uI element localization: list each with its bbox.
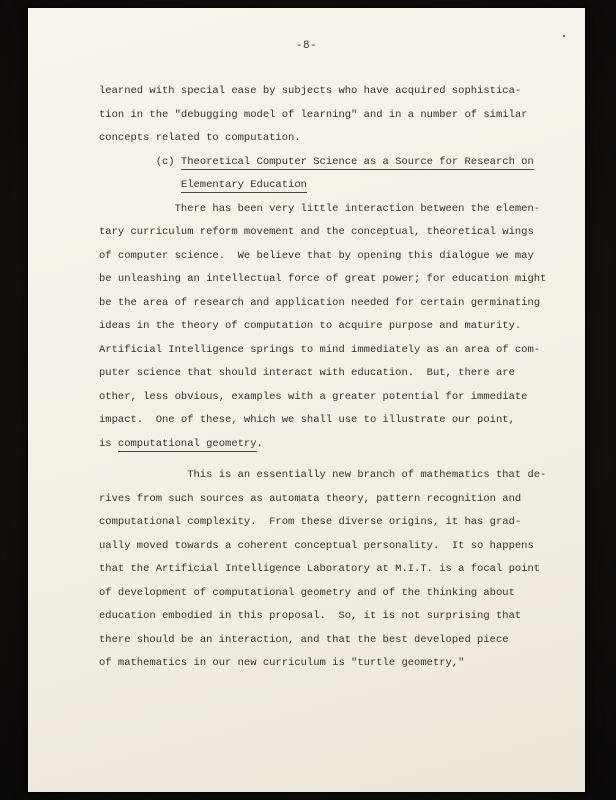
text-line — [99, 629, 547, 653]
text-line — [99, 582, 547, 606]
text-line — [99, 605, 547, 629]
text-segment: education embodied in this proposal. So, it is not surprising that — [99, 610, 522, 622]
text-line — [99, 80, 547, 104]
text-segment: is — [99, 437, 118, 450]
text-line — [99, 464, 547, 488]
text-segment: be the area of research and application needed for certain germinating — [99, 296, 541, 309]
ink-speck — [563, 35, 565, 37]
text-line — [99, 221, 547, 245]
text-segment: be unleashing an intellectual force of great power; for education might — [99, 273, 547, 285]
text-line — [99, 386, 547, 410]
text-segment: computational complexity. From these diverse origins, it has grad- — [99, 516, 522, 528]
text-line — [99, 268, 547, 292]
text-line — [99, 488, 547, 512]
text-line — [99, 104, 547, 128]
text-segment: (c) — [155, 155, 181, 168]
text-line — [99, 174, 547, 198]
text-segment: impact. One of these, which we shall use to illustrate our point, — [99, 414, 515, 426]
underlined-text-segment: Theoretical Computer Science as a Source for Research on — [180, 155, 534, 168]
text-segment: of development of computational geometry and of the thinking about — [99, 586, 515, 599]
page-number: -8- — [295, 40, 318, 52]
text-line — [99, 362, 547, 386]
text-line — [99, 151, 547, 175]
text-segment: ually moved towards a coherent conceptual personality. It so happens — [99, 539, 534, 552]
text-line — [99, 511, 547, 535]
text-segment: of computer science. We believe that by opening this dialogue we may — [99, 249, 534, 262]
text-segment: tion in the "debugging model of learning" and in a number of similar — [99, 108, 528, 121]
page-body — [28, 80, 585, 676]
text-segment: tary curriculum reform movement and the conceptual, theoretical wings — [99, 226, 534, 238]
text-segment: of mathematics in our new curriculum is "turtle geometry," — [99, 657, 465, 669]
text-line — [99, 535, 547, 559]
text-segment: There has been very little interaction between the elemen- — [174, 202, 541, 215]
underlined-text-segment: Elementary Education — [180, 179, 307, 191]
text-line — [99, 292, 547, 316]
document-page — [28, 8, 585, 792]
text-line — [99, 433, 547, 457]
text-segment: concepts related to computation. — [99, 132, 301, 144]
text-segment: This is an essentially new branch of mathematics that de- — [187, 469, 547, 481]
text-line — [99, 127, 547, 151]
text-line — [99, 339, 547, 363]
text-line — [99, 558, 547, 582]
text-line — [99, 315, 547, 339]
text-segment: there should be an interaction, and that the best developed piece — [99, 633, 509, 646]
underlined-text-segment: computational geometry — [117, 437, 257, 450]
text-line — [99, 198, 547, 222]
text-line — [99, 652, 547, 676]
text-segment: ideas in the theory of computation to acquire purpose and maturity. — [99, 320, 522, 332]
text-segment: other, less obvious, examples with a greater potential for immediate — [99, 390, 528, 403]
text-line — [99, 245, 547, 269]
text-segment: rives from such sources as automata theory, pattern recognition and — [99, 492, 522, 505]
text-segment: learned with special ease by subjects who have acquired sophistica- — [99, 85, 522, 97]
text-segment: . — [256, 437, 263, 450]
text-segment: puter science that should interact with education. But, there are — [99, 367, 515, 379]
text-line — [99, 409, 547, 433]
text-segment: that the Artificial Intelligence Laboratory at M.I.T. is a focal point — [99, 563, 541, 575]
text-segment: Artificial Intelligence springs to mind immediately as an area of com- — [99, 343, 541, 356]
